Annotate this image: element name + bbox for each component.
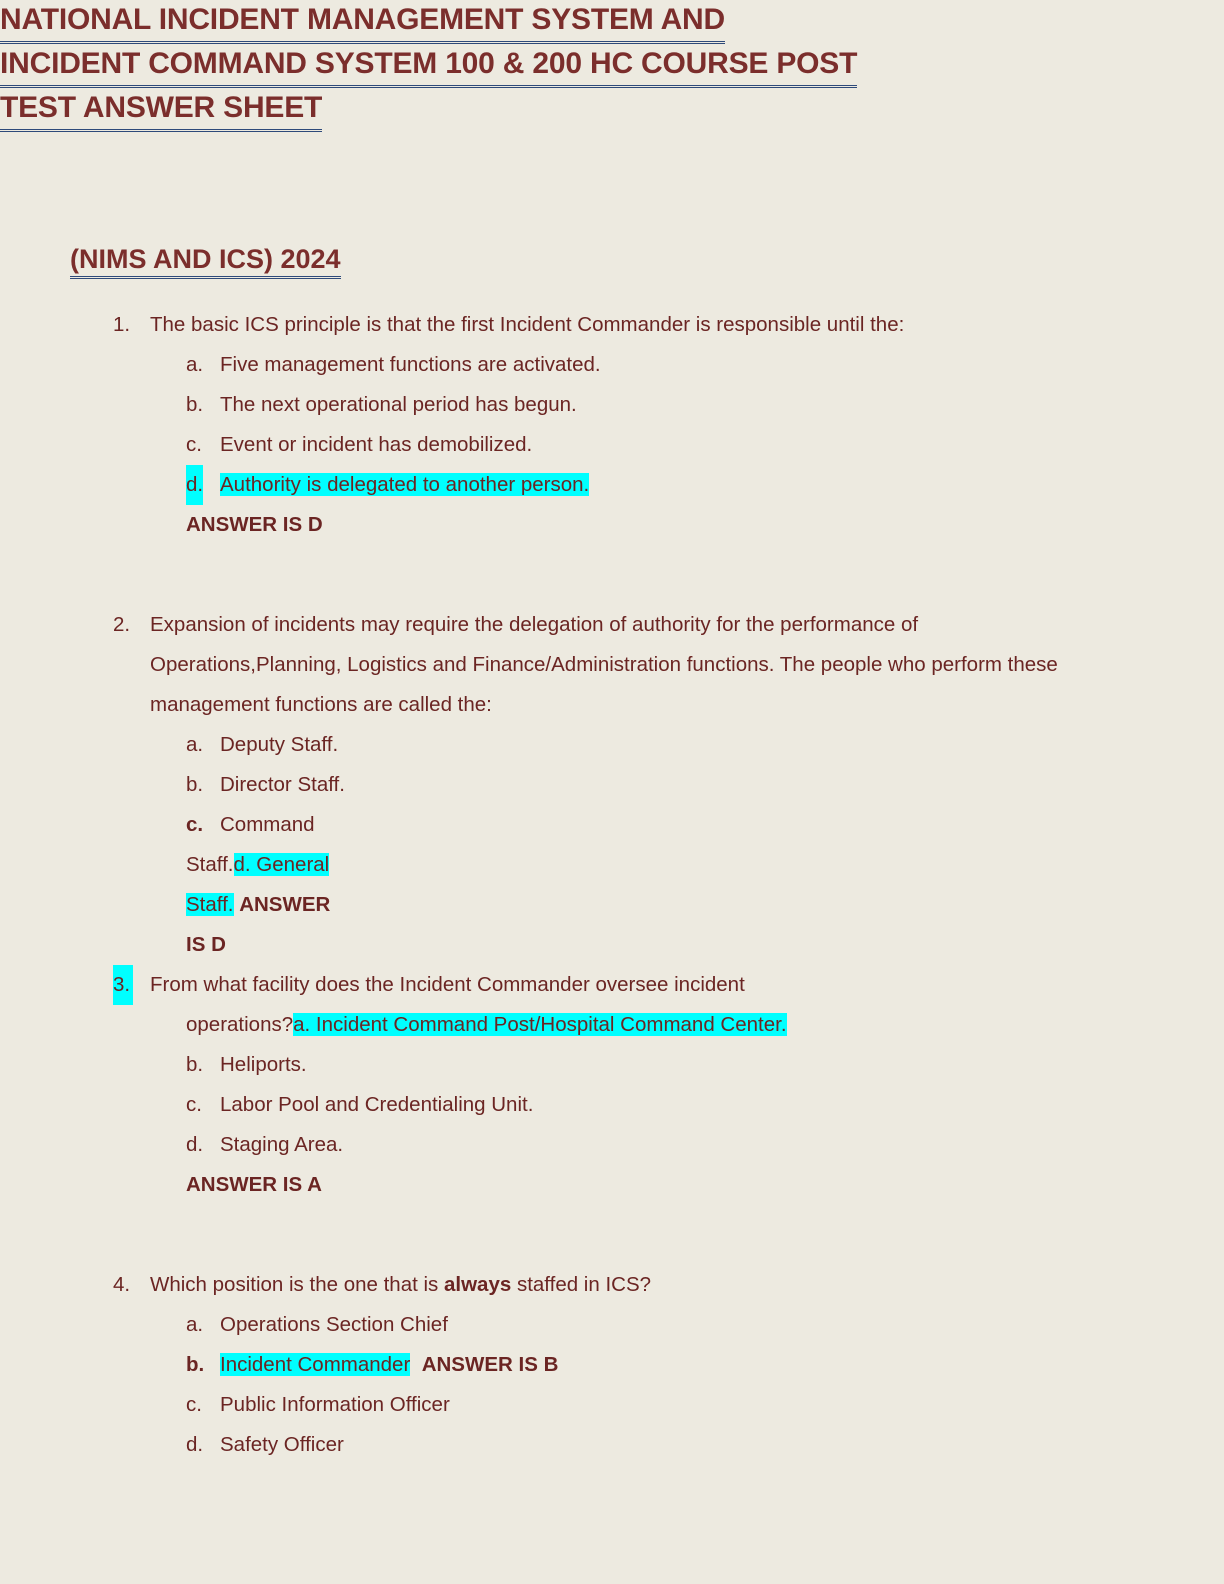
question-3-answer: ANSWER IS A <box>186 1173 322 1196</box>
option-4b-text: Incident Commander <box>220 1353 411 1376</box>
option-3d-letter: d. <box>186 1133 204 1156</box>
question-1-answer: ANSWER IS D <box>186 513 323 536</box>
spacer <box>0 1205 1224 1265</box>
question-item-1 <box>0 305 1224 545</box>
question-4-answer: ANSWER IS B <box>421 1353 559 1376</box>
option-4b-letter: b. <box>186 1353 205 1376</box>
question-2-stem-text: Expansion of incidents may require the delegation of authority for the performance of Operations,Planning, Logistics and Finance/Administration functions. The people who perform these management functions are called the: <box>150 613 1058 716</box>
option-3c-letter: c. <box>186 1093 202 1116</box>
question-2-wrap-line-1 <box>0 845 1224 885</box>
option-1b-letter: b. <box>186 393 204 416</box>
question-3-stem <box>0 965 1224 1005</box>
question-3-stem-text-part-1: From what facility does the Incident Commander oversee incident <box>150 973 745 996</box>
question-1-stem-text: The basic ICS principle is that the first Incident Commander is responsible until the: <box>150 313 905 336</box>
question-4-stem <box>0 1265 1224 1305</box>
option-1b-text: The next operational period has begun. <box>220 393 577 416</box>
question-2-wrap-line-2 <box>0 885 1224 925</box>
option-3d <box>0 1125 1224 1165</box>
question-2-number: 2. <box>113 613 131 636</box>
page-title <box>0 0 1224 132</box>
option-4d <box>0 1425 1224 1465</box>
question-2-options <box>0 725 1224 845</box>
question-2-wrap-1-plain: Staff. <box>186 853 234 876</box>
option-2c-text: Command <box>220 813 315 836</box>
question-item-4 <box>0 1265 1224 1465</box>
question-3-options <box>0 1045 1224 1165</box>
page-title-line-3: TEST ANSWER SHEET <box>0 88 322 132</box>
option-1c-letter: c. <box>186 433 202 456</box>
question-2-wrap-2-bold: ANSWER <box>239 893 331 916</box>
option-1c-text: Event or incident has demobilized. <box>220 433 533 456</box>
option-4a-letter: a. <box>186 1313 204 1336</box>
option-1a <box>0 345 1224 385</box>
option-2b <box>0 765 1224 805</box>
option-1d-letter: d. <box>186 465 203 505</box>
question-2-wrap-1-highlight: d. General <box>233 853 330 876</box>
option-3c-text: Labor Pool and Credentialing Unit. <box>220 1093 534 1116</box>
question-4-stem-post: staffed in ICS? <box>511 1273 652 1296</box>
option-4d-letter: d. <box>186 1433 204 1456</box>
option-2a-text: Deputy Staff. <box>220 733 339 756</box>
option-3d-text: Staging Area. <box>220 1133 344 1156</box>
option-3b-text: Heliports. <box>220 1053 307 1076</box>
question-2-wrap-line-3: IS D <box>186 933 226 956</box>
option-4a <box>0 1305 1224 1345</box>
option-1a-text: Five management functions are activated. <box>220 353 601 376</box>
question-2-stem <box>0 605 1224 725</box>
option-2a-letter: a. <box>186 733 204 756</box>
option-4c <box>0 1385 1224 1425</box>
question-item-2 <box>0 605 1224 965</box>
option-2c <box>0 805 1224 845</box>
question-1-number: 1. <box>113 313 131 336</box>
page-title-line-2: INCIDENT COMMAND SYSTEM 100 & 200 HC COURSE POST <box>0 44 857 88</box>
question-3-stem-line-2 <box>0 1005 1224 1045</box>
question-1-options <box>0 345 1224 505</box>
option-4c-letter: c. <box>186 1393 202 1416</box>
spacer <box>0 545 1224 605</box>
question-2-wrap-2-highlight: Staff. <box>186 893 234 916</box>
option-1d-text: Authority is delegated to another person. <box>220 473 590 496</box>
question-4-stem-emphasis: always <box>444 1273 512 1296</box>
page-title-line-1: NATIONAL INCIDENT MANAGEMENT SYSTEM AND <box>0 0 725 44</box>
page-subtitle-text: (NIMS AND ICS) 2024 <box>70 244 341 279</box>
option-3b-letter: b. <box>186 1053 204 1076</box>
option-2b-text: Director Staff. <box>220 773 345 796</box>
option-4d-text: Safety Officer <box>220 1433 344 1456</box>
question-4-stem-pre: Which position is the one that is <box>150 1273 444 1296</box>
option-3c <box>0 1085 1224 1125</box>
option-1b <box>0 385 1224 425</box>
question-3-number: 3. <box>113 965 133 1005</box>
option-1a-letter: a. <box>186 353 204 376</box>
option-4c-text: Public Information Officer <box>220 1393 450 1416</box>
option-1c <box>0 425 1224 465</box>
option-4b <box>0 1345 1224 1385</box>
question-list <box>0 305 1224 1465</box>
option-3b <box>0 1045 1224 1085</box>
page-subtitle <box>70 244 341 279</box>
option-1d <box>0 465 1224 505</box>
option-4a-text: Operations Section Chief <box>220 1313 448 1336</box>
question-item-3 <box>0 965 1224 1205</box>
question-3-answer-highlight: a. Incident Command Post/Hospital Command Center. <box>293 1013 787 1036</box>
option-2b-letter: b. <box>186 773 204 796</box>
option-2a <box>0 725 1224 765</box>
question-4-number: 4. <box>113 1273 131 1296</box>
question-3-stem-text-part-2-plain: operations? <box>186 1013 294 1036</box>
option-2c-letter: c. <box>186 813 204 836</box>
question-1-stem <box>0 305 1224 345</box>
question-4-options <box>0 1305 1224 1465</box>
